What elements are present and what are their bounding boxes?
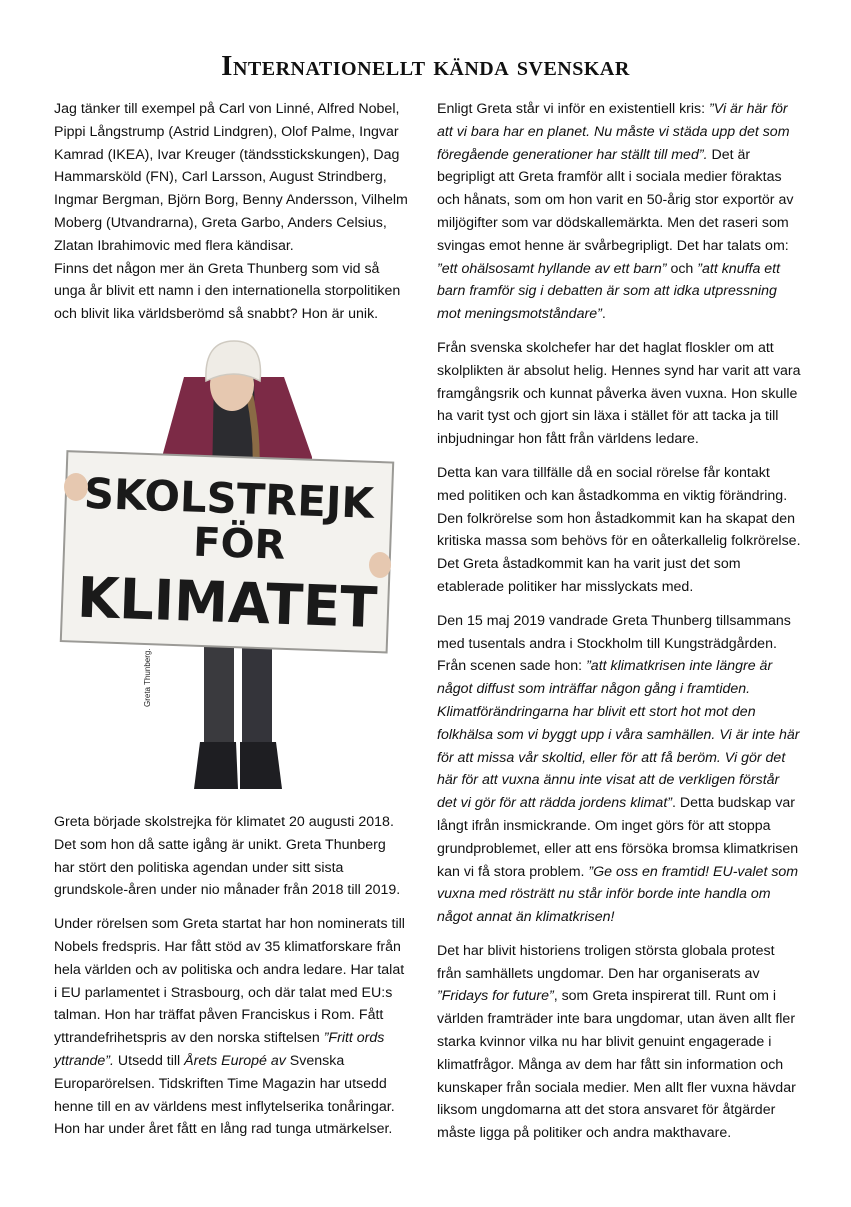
paragraph-text: Svenska Europarörelsen. Tidskriften Time Magazin har utsedd henne till en av världens mest inflytelserika tonåringar. Hon har under året fått en lång rad tunga utmärkelser. <box>54 1052 395 1138</box>
paragraph-text: . <box>601 306 606 323</box>
paragraph-text: Finns det någon mer än Greta Thunberg som vid så unga år blivit ett namn i den internationella storpolitiken och blivit lika världsberömd så snabbt? Hon är unik. <box>54 260 401 323</box>
paragraph-text: Den 15 maj 2019 vandrade Greta Thunberg tillsammans med tusentals andra i Stockholm till Kungsträdgården. Från scenen sade hon: <box>437 612 791 675</box>
paragraph-text: Utsedd till <box>113 1052 185 1069</box>
right-leg <box>242 637 272 757</box>
sign-line-1: SKOLSTREJK <box>83 468 377 528</box>
paragraph-text: Jag tänker till exempel på Carl von Linné, Alfred Nobel, Pippi Långstrump (Astrid Lindgren), Olof Palme, Ingvar Kamrad (IKEA), Ivar Kreuger (tändsstickskungen), Dag Hammarsköld (FN), Carl Larsson, August Strindberg, Ingmar Bergman, Björn Borg, Benny Andersson, Vilhelm Moberg (Utvandrarna), Greta Garbo, Anders Celsius, Zlatan Ibrahimovic med flera kändisar. <box>54 101 408 254</box>
italic-quote: ”Fritt ords yttrande”. <box>54 1030 385 1069</box>
paragraph-global-protest <box>437 940 801 1145</box>
paragraph-text: och <box>666 260 698 277</box>
italic-quote: ”Ge oss en framtid! EU-valet som vuxna med rösträtt nu står inför borde inte handla om något annat än klimatkrisen! <box>437 863 799 926</box>
right-boot <box>240 742 282 789</box>
paragraph-text: . Detta budskap var långt ifrån insmickrande. Om inget görs för att stoppa grundproblemet, eller att ens försöka bromsa klimatkrisen kan vi få stora problem. <box>437 795 799 880</box>
right-hand <box>369 552 391 578</box>
paragraph-text: Det är begripligt att Greta framför allt i sociala medier föraktas och hånats, som om hon varit en 50-årig stor exportör av miljögifter som var dödskallemärkta. Men det raseri som svingas emot henne är svårbegripligt. Det har talats om: <box>437 146 794 254</box>
paragraph-strike-start: Greta började skolstrejka för klimatet 20 augusti 2018. Det som hon då satte igång är unikt. Greta Thunberg har stört den politiska agendan under sitt sista grundskole-åren under nio månader från 2018 till 2019. <box>54 813 401 899</box>
italic-quote: ”ett ohälsosamt hyllande av ett barn” <box>437 260 667 277</box>
paragraph-existential-crisis <box>437 98 801 326</box>
paragraph-school-chiefs: Från svenska skolchefer har det haglat floskler om att skolplikten är absolut helig. Hennes synd har varit att vara framgångsrik och kunnat påverka även vuxna. Hon skulle ha varit tyst och gjort sin läxa i stället för att tacka ja till inbjudningar hon fått från världens ledare. <box>437 339 801 448</box>
sign-line-3: KLIMATET <box>76 565 388 642</box>
photo-credit: Greta Thunberg. <box>143 648 152 707</box>
right-column <box>437 98 801 1156</box>
left-boot <box>194 742 238 789</box>
greta-photo <box>54 337 410 795</box>
paragraph-text: , som Greta inspirerat till. Runt om i världen framträder inte bara ungdomar, utan även allt fler starka kvinnor vilka nu har blivit genuint engagerade i klimatfrågor. Många av dem har fått sin information och kunskaper från sociala medier. Men allt fler vuxna hävdar liksom ungdomarna att det stora ansvaret för åtgärder måste ligga på politiker och andra makthavare. <box>437 988 796 1142</box>
italic-quote: ”att klimatkrisen inte längre är något diffust som inträffar någon gång i framtiden. Klimatförändringarna har blivit ett stort hot mot den folkhälsa som vi byggt upp i våra samhällen. Vi är inte här för att missa vår skoltid, eller för att få beröm. Vi gör det här för att vuxna ännu inte visat att de verkligen förstår det vi gör för att rädda jordens klimat” <box>437 658 800 812</box>
left-leg <box>204 637 234 757</box>
italic-award: Årets Europé av <box>184 1052 286 1069</box>
paragraph-awards <box>54 913 410 1141</box>
paragraph-text: Det har blivit historiens troligen största globala protest från samhällets ungdomar. Den har organiserats av <box>437 942 775 982</box>
paragraph-text: Under rörelsen som Greta startat har hon nominerats till Nobels fredspris. Har fått stöd av 35 klimatforskare från hela världen och av politiska och andra ledare. Har talat i EU parlamentet i Strasbourg, och där talat med EU:s talman. Hon har träffat påven Franciskus i Rom. Fått yttrandefrihetspris av den norska stiftelsen <box>54 916 405 1047</box>
paragraph-text: Enligt Greta står vi inför en existentiell kris: <box>437 101 710 117</box>
sign-line-2: FÖR <box>192 519 287 569</box>
left-hand <box>64 473 88 501</box>
italic-quote: ”Vi är här för att vi bara har en planet. Nu måste vi städa upp det som föregående generationer har ställt till med”. <box>437 101 790 163</box>
italic-quote: ”att knuffa ett barn framför sig i debatten är som att idka utpressning mot meningsmotståndare” <box>437 260 781 323</box>
left-column <box>54 98 410 1152</box>
italic-quote: ”Fridays for future” <box>437 988 554 1005</box>
paragraph-kungstradgarden <box>437 610 801 929</box>
paragraph-famous-swedes <box>54 98 410 326</box>
page-title: Internationellt kända svenskar <box>221 50 630 82</box>
greta-photo-illustration <box>54 337 410 795</box>
paragraph-social-movement: Detta kan vara tillfälle då en social rörelse får kontakt med politiken och kan åstadkomma en viktig förändring. Den folkrörelse som hon åstadkommit kan ha skapat den kritiska massa som behövs för en oåterkallelig folkrörelse. Det Greta åstadkommit kan ha varit just det som etablerade politiker har misslyckats med. <box>437 464 801 595</box>
